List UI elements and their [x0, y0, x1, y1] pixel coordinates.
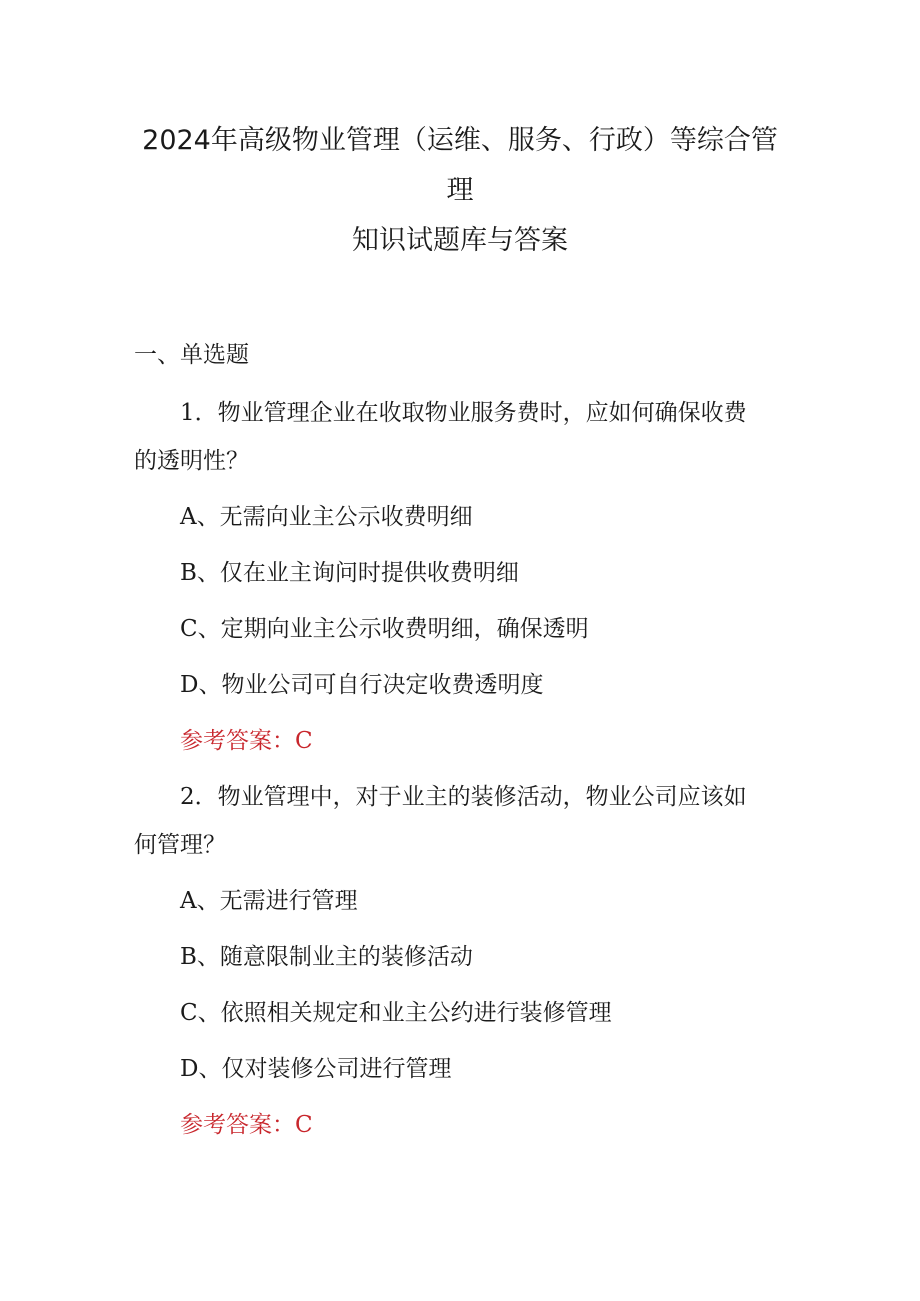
question-1-stem-line-1: 1．物业管理企业在收取物业服务费时，应如何确保收费: [180, 400, 747, 426]
document-title-line-2: 理: [446, 175, 474, 206]
document-title-line-1: 2024年高级物业管理（运维、服务、行政）等综合管: [142, 125, 778, 156]
section-heading: 一、单选题: [134, 342, 249, 368]
question-2-answer: 参考答案：C: [180, 1112, 313, 1138]
question-2-option-d: D、仅对装修公司进行管理: [180, 1056, 452, 1082]
question-2-option-a: A、无需进行管理: [180, 888, 358, 914]
question-2-stem-line-1: 2．物业管理中，对于业主的装修活动，物业公司应该如: [180, 784, 747, 810]
document-title-line-3: 知识试题库与答案: [352, 225, 568, 256]
question-2-option-c: C、依照相关规定和业主公约进行装修管理: [180, 1000, 612, 1026]
question-1-stem-line-2: 的透明性？: [134, 448, 249, 474]
question-1-option-c: C、定期向业主公示收费明细，确保透明: [180, 616, 589, 642]
question-2-option-b: B、随意限制业主的装修活动: [180, 944, 473, 970]
question-2-stem-line-2: 何管理？: [134, 832, 226, 858]
question-1-answer: 参考答案：C: [180, 728, 313, 754]
question-1-option-b: B、仅在业主询问时提供收费明细: [180, 560, 519, 586]
question-1-option-a: A、无需向业主公示收费明细: [180, 504, 473, 530]
question-1-option-d: D、物业公司可自行决定收费透明度: [180, 672, 544, 698]
